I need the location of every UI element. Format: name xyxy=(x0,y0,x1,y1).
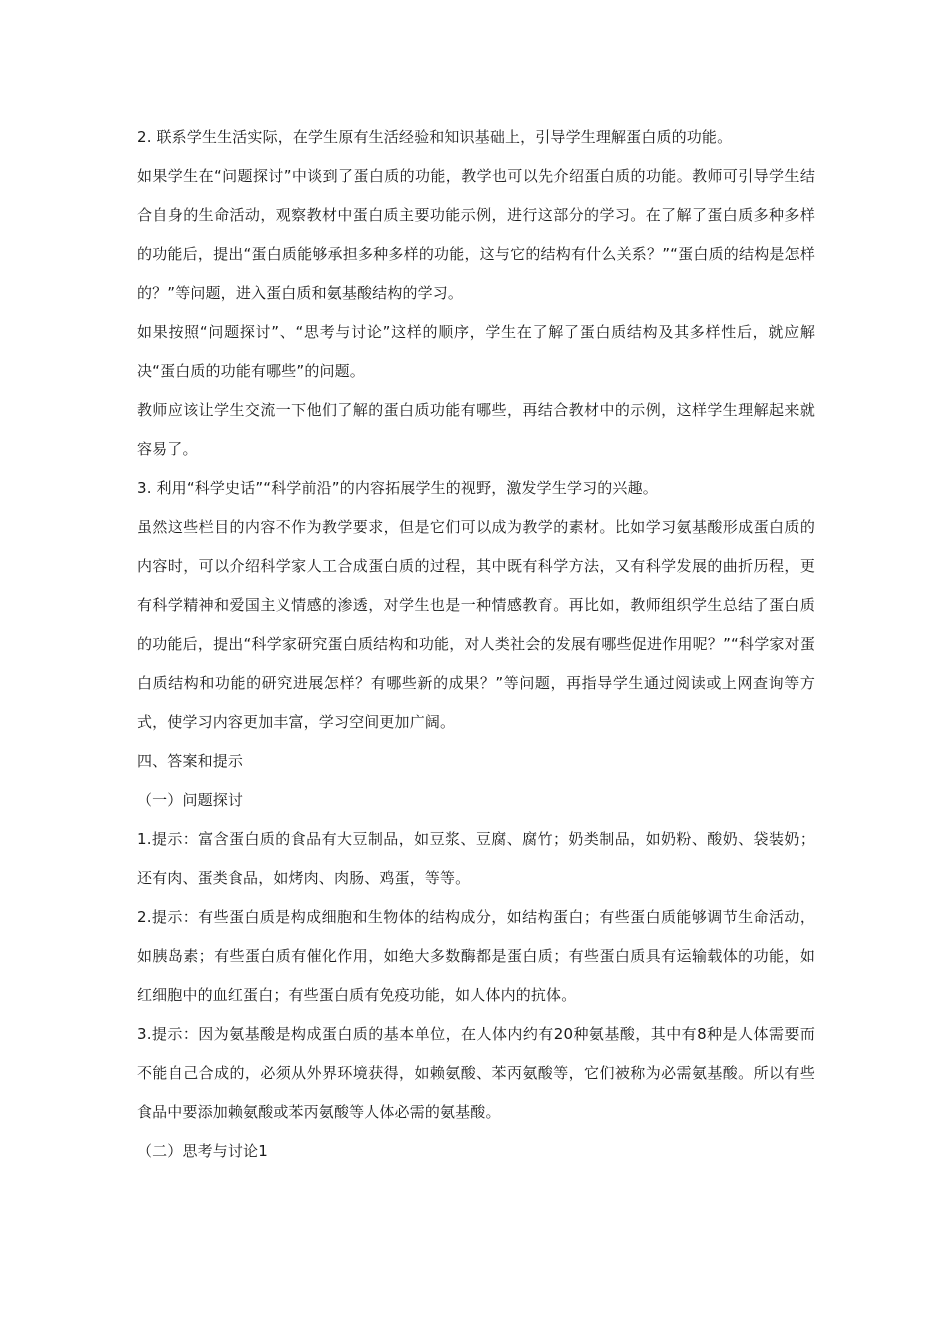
section-heading-answers: 四、答案和提示 xyxy=(137,752,244,770)
paragraph-order-discussion: 如果按照“问题探讨”、“思考与讨论”这样的顺序，学生在了解了蛋白质结构及其多样性后，就应解决“蛋白质的功能有哪些”的问题。 xyxy=(137,323,815,380)
paragraph-teacher-exchange: 教师应该让学生交流一下他们了解的蛋白质功能有哪些，再结合教材中的示例，这样学生理解起来就容易了。 xyxy=(137,401,815,458)
paragraph-point-3-heading: 3. 利用“科学史话”“科学前沿”的内容拓展学生的视野，激发学生学习的兴趣。 xyxy=(137,479,658,497)
answer-hint-3: 3.提示：因为氨基酸是构成蛋白质的基本单位，在人体内约有20种氨基酸，其中有8种是人体需要而不能自己合成的，必须从外界环境获得，如赖氨酸、苯丙氨酸等，它们被称为必需氨基酸。所以有些食品中要添加赖氨酸或苯丙氨酸等人体必需的氨基酸。 xyxy=(137,1025,815,1121)
paragraph-point-2-heading: 2. 联系学生生活实际，在学生原有生活经验和知识基础上，引导学生理解蛋白质的功能。 xyxy=(137,128,733,146)
subsection-heading-think-discuss-1: （二）思考与讨论1 xyxy=(137,1142,268,1160)
document-page xyxy=(137,118,815,1171)
paragraph-science-history: 虽然这些栏目的内容不作为教学要求，但是它们可以成为教学的素材。比如学习氨基酸形成蛋白质的内容时，可以介绍科学家人工合成蛋白质的过程，其中既有科学方法，又有科学发展的曲折历程，更有科学精神和爱国主义情感的渗透，对学生也是一种情感教育。再比如，教师组织学生总结了蛋白质的功能后，提出“科学家研究蛋白质结构和功能，对人类社会的发展有哪些促进作用呢？”“科学家对蛋白质结构和功能的研究进展怎样？有哪些新的成果？”等问题，再指导学生通过阅读或上网查询等方式，使学习内容更加丰富，学习空间更加广阔。 xyxy=(137,518,815,731)
answer-hint-1: 1.提示：富含蛋白质的食品有大豆制品，如豆浆、豆腐、腐竹；奶类制品，如奶粉、酸奶、袋装奶；还有肉、蛋类食品，如烤肉、肉肠、鸡蛋，等等。 xyxy=(137,830,815,887)
answer-hint-2: 2.提示：有些蛋白质是构成细胞和生物体的结构成分，如结构蛋白；有些蛋白质能够调节生命活动，如胰岛素；有些蛋白质有催化作用，如绝大多数酶都是蛋白质；有些蛋白质具有运输载体的功能，如红细胞中的血红蛋白；有些蛋白质有免疫功能，如人体内的抗体。 xyxy=(137,908,815,1004)
subsection-heading-problem-exploration: （一）问题探讨 xyxy=(137,791,244,809)
paragraph-function-intro: 如果学生在“问题探讨”中谈到了蛋白质的功能，教学也可以先介绍蛋白质的功能。教师可引导学生结合自身的生命活动，观察教材中蛋白质主要功能示例，进行这部分的学习。在了解了蛋白质多种多样的功能后，提出“蛋白质能够承担多种多样的功能，这与它的结构有什么关系？”“蛋白质的结构是怎样的？”等问题，进入蛋白质和氨基酸结构的学习。 xyxy=(137,167,815,302)
